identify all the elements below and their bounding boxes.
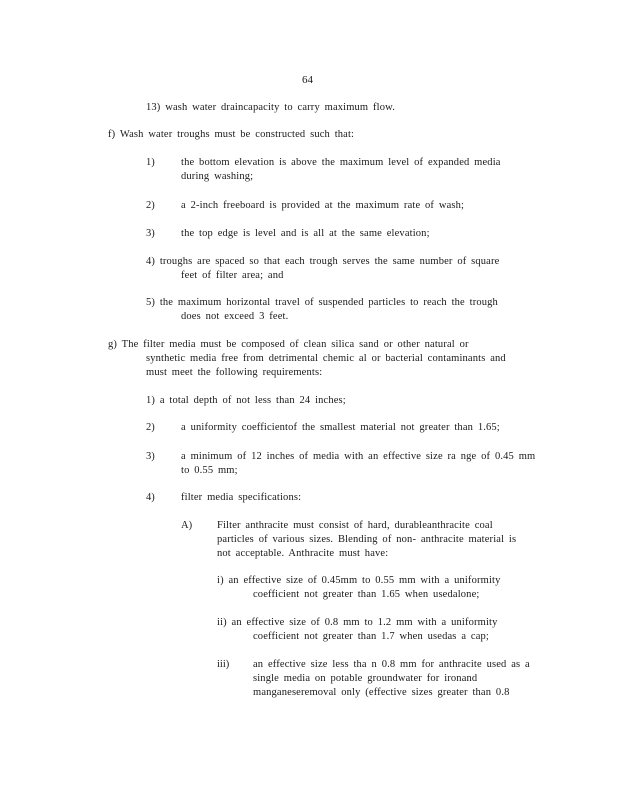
f-item-4-line-2: feet of filter area; and xyxy=(181,270,284,281)
section-g-heading-line-1: g) The filter media must be composed of clean silica sand or other natural or xyxy=(108,339,469,350)
g-item-4-number: 4) xyxy=(146,492,155,503)
f-item-4-line-1: 4) troughs are spaced so that each trough serves the same number of square xyxy=(146,256,500,267)
sub-a-item-iii-line-2: single media on potable groundwater for ironand xyxy=(253,673,478,684)
page-number: 64 xyxy=(302,74,313,86)
g-item-3-line-2: to 0.55 mm; xyxy=(181,465,238,476)
item-13: 13) wash water draincapacity to carry maximum flow. xyxy=(146,102,395,113)
sub-a-item-iii-line-3: manganeseremoval only (effective sizes greater than 0.8 xyxy=(253,687,510,698)
sub-a-label: A) xyxy=(181,520,193,531)
f-item-1-line-1: the bottom elevation is above the maximum level of expanded media xyxy=(181,157,501,168)
sub-a-line-3: not acceptable. Anthracite must have: xyxy=(217,548,389,559)
sub-a-item-i-line-2: coefficient not greater than 1.65 when usedalone; xyxy=(253,589,480,600)
g-item-2-text: a uniformity coefficientof the smallest material not greater than 1.65; xyxy=(181,422,500,433)
g-item-3-number: 3) xyxy=(146,451,155,462)
sub-a-item-iii-number: iii) xyxy=(217,659,230,670)
sub-a-item-i-line-1: i) an effective size of 0.45mm to 0.55 mm with a uniformity xyxy=(217,575,501,586)
sub-a-item-ii-line-2: coefficient not greater than 1.7 when usedas a cap; xyxy=(253,631,489,642)
f-item-2-line-1: a 2-inch freeboard is provided at the maximum rate of wash; xyxy=(181,200,465,211)
sub-a-item-iii-line-1: an effective size less tha n 0.8 mm for anthracite used as a xyxy=(253,659,530,670)
sub-a-line-2: particles of various sizes. Blending of non- anthracite material is xyxy=(217,534,517,545)
f-item-1-number: 1) xyxy=(146,157,155,168)
f-item-1-line-2: during washing; xyxy=(181,171,254,182)
section-g-heading-line-3: must meet the following requirements: xyxy=(146,367,323,378)
sub-a-line-1: Filter anthracite must consist of hard, durableanthracite coal xyxy=(217,520,493,531)
g-item-4-text: filter media specifications: xyxy=(181,492,302,503)
f-item-3-line-1: the top edge is level and is all at the same elevation; xyxy=(181,228,430,239)
f-item-5-line-1: 5) the maximum horizontal travel of suspended particles to reach the trough xyxy=(146,297,498,308)
sub-a-item-ii-line-1: ii) an effective size of 0.8 mm to 1.2 mm with a uniformity xyxy=(217,617,498,628)
f-item-2-number: 2) xyxy=(146,200,155,211)
section-g-heading-line-2: synthetic media free from detrimental chemic al or bacterial contaminants and xyxy=(146,353,506,364)
g-item-3-line-1: a minimum of 12 inches of media with an effective size ra nge of 0.45 mm xyxy=(181,451,536,462)
f-item-3-number: 3) xyxy=(146,228,155,239)
g-item-1: 1) a total depth of not less than 24 inches; xyxy=(146,395,346,406)
section-f-heading: f) Wash water troughs must be constructed such that: xyxy=(108,129,355,140)
f-item-5-line-2: does not exceed 3 feet. xyxy=(181,311,289,322)
g-item-2-number: 2) xyxy=(146,422,155,433)
